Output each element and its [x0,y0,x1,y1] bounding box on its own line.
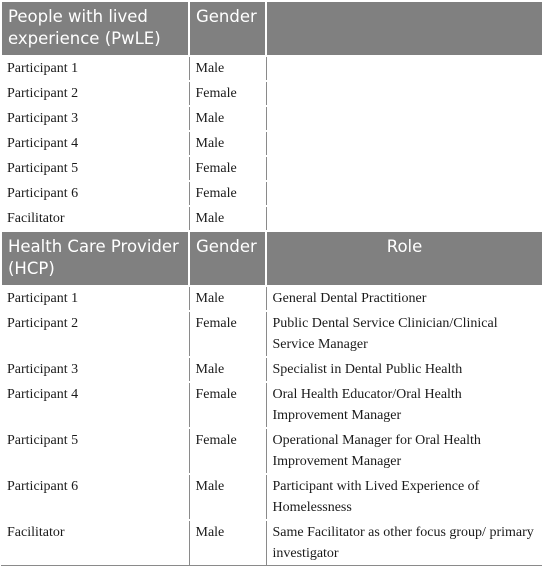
participant-cell: Participant 4 [1,131,189,156]
empty-cell [266,106,542,131]
hcp-header-role: Role [266,231,542,286]
gender-cell: Female [189,428,266,474]
gender-cell: Female [189,311,266,357]
participant-cell: Participant 3 [1,357,189,382]
role-cell: Operational Manager for Oral Health Improvement Manager [266,428,542,474]
role-cell: General Dental Practitioner [266,286,542,311]
role-cell: Participant with Lived Experience of Homelessness [266,474,542,520]
empty-cell [266,131,542,156]
table-row [1,311,542,357]
role-cell: Same Facilitator as other focus group/ primary investigator [266,520,542,566]
table-row [1,106,542,131]
gender-cell: Male [189,106,266,131]
pwle-header-blank [266,1,542,56]
gender-cell: Female [189,81,266,106]
participant-cell: Facilitator [1,206,189,231]
participant-cell: Participant 2 [1,81,189,106]
pwle-header-group: People with lived experience (PwLE) [1,1,189,56]
gender-cell: Male [189,206,266,231]
gender-cell: Female [189,382,266,428]
participant-cell: Participant 5 [1,156,189,181]
role-cell: Oral Health Educator/Oral Health Improvement Manager [266,382,542,428]
gender-cell: Male [189,357,266,382]
table-row [1,181,542,206]
table-row [1,131,542,156]
table-row [1,382,542,428]
participant-cell: Participant 1 [1,286,189,311]
participant-cell: Participant 6 [1,474,189,520]
gender-cell: Male [189,131,266,156]
hcp-header-group: Health Care Provider (HCP) [1,231,189,286]
table-row [1,81,542,106]
participant-cell: Participant 6 [1,181,189,206]
empty-cell [266,181,542,206]
participant-cell: Participant 2 [1,311,189,357]
participant-cell: Participant 5 [1,428,189,474]
empty-cell [266,81,542,106]
role-cell: Public Dental Service Clinician/Clinical Service Manager [266,311,542,357]
table-row [1,428,542,474]
hcp-header-gender: Gender [189,231,266,286]
empty-cell [266,156,542,181]
gender-cell: Male [189,520,266,566]
participant-cell: Facilitator [1,520,189,566]
participant-cell: Participant 3 [1,106,189,131]
hcp-header-row [1,231,542,286]
pwle-header-row [1,1,542,56]
table-row [1,357,542,382]
table-row [1,156,542,181]
table-row [1,520,542,566]
empty-cell [266,56,542,81]
table-row [1,56,542,81]
gender-cell: Male [189,56,266,81]
gender-cell: Male [189,474,266,520]
role-cell: Specialist in Dental Public Health [266,357,542,382]
table-row [1,286,542,311]
participant-cell: Participant 4 [1,382,189,428]
participant-cell: Participant 1 [1,56,189,81]
gender-cell: Female [189,156,266,181]
table-row [1,474,542,520]
empty-cell [266,206,542,231]
table-row [1,206,542,231]
gender-cell: Male [189,286,266,311]
pwle-header-gender: Gender [189,1,266,56]
gender-cell: Female [189,181,266,206]
